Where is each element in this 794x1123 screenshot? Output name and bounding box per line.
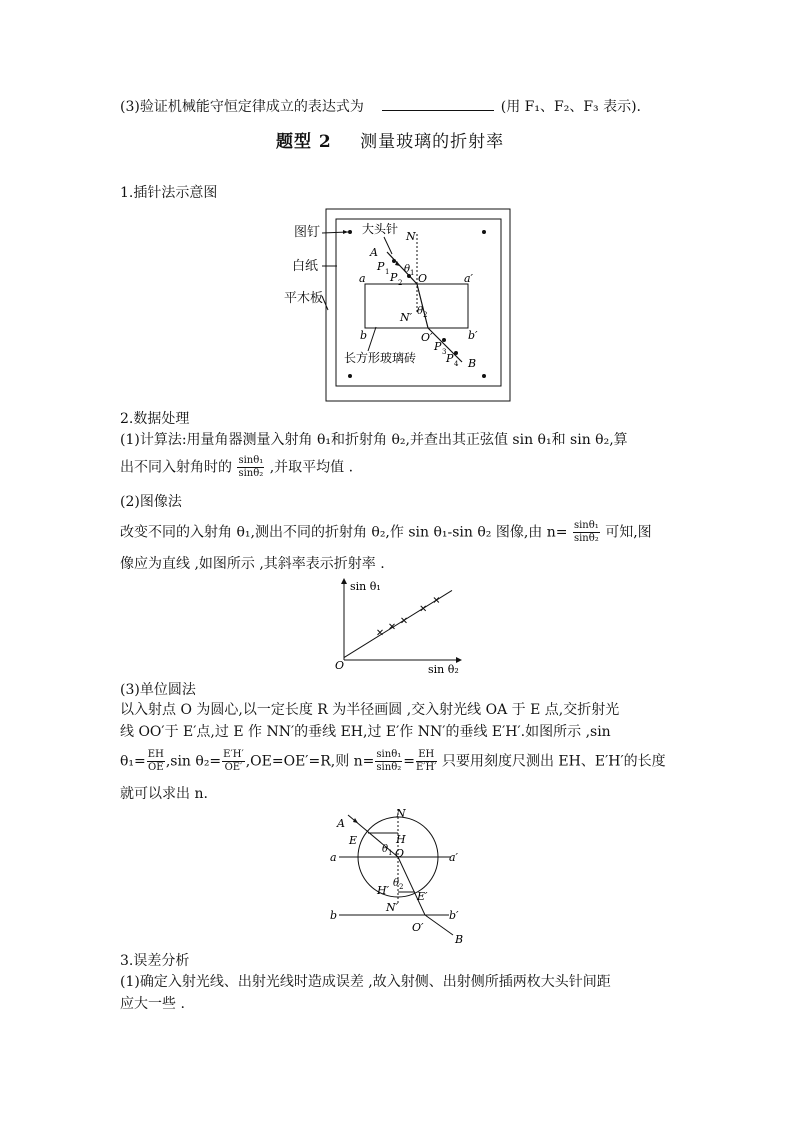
light-path <box>387 252 462 362</box>
text-segment: ,并取平均值 . <box>269 459 354 476</box>
label-b: b <box>360 329 368 342</box>
subsection-title-2: 2.数据处理 <box>120 411 190 427</box>
label-theta1: θ <box>404 264 411 275</box>
origin-label: O <box>335 659 345 672</box>
text-segment: θ₁= <box>120 753 146 770</box>
label-pin: 图钉 <box>294 225 321 240</box>
label-O: O <box>418 272 428 285</box>
unit-circle-title: (3)单位圆法 <box>120 682 196 698</box>
label-a: a <box>330 851 337 864</box>
label-b-prime: b′ <box>449 909 459 922</box>
data-point-4 <box>421 606 426 611</box>
label-a: a <box>359 272 366 285</box>
label-glass: 长方形玻璃砖 <box>344 351 417 365</box>
label-b: b <box>330 909 338 922</box>
label-A: A <box>337 817 345 830</box>
pin-p1 <box>392 259 396 263</box>
frac-den: sinθ₂ <box>238 468 264 479</box>
label-H: H <box>396 833 406 846</box>
frac-den: OE <box>148 762 164 773</box>
label-theta2: θ <box>417 306 424 317</box>
question-text: (3)验证机械能守恒定律成立的表达式为 <box>120 99 364 115</box>
y-axis-label: sin θ₁ <box>350 580 381 593</box>
fraction-n <box>573 520 600 545</box>
label-theta2-sub: 2 <box>423 311 428 319</box>
fraction-eh-oe <box>147 749 165 774</box>
frac-num: sinθ₁ <box>238 455 264 466</box>
text-segment: 改变不同的入射角 θ₁,测出不同的折射角 θ₂,作 sin θ₁-sin θ₂ 图像,由 n= <box>120 524 568 541</box>
label-P1: P <box>377 260 385 273</box>
unit-circle-text-1: 以入射点 O 为圆心,以一定长度 R 为半径画圆 ,交入射光线 OA 于 E 点,交折射光 <box>120 702 620 718</box>
text-segment: ,OE=OE′=R,则 n= <box>245 753 375 770</box>
pin-p3 <box>442 338 446 342</box>
data-point-3 <box>402 618 407 623</box>
label-theta2: θ <box>393 878 400 889</box>
graph-method-text <box>120 520 652 545</box>
sin-graph <box>330 576 470 676</box>
graph-method-title: (2)图像法 <box>120 494 182 510</box>
label-N-prime: N′ <box>386 901 399 914</box>
label-E: E <box>349 834 358 847</box>
label-H-prime: H′ <box>377 884 390 897</box>
label-theta1: θ <box>382 844 389 855</box>
label-A: A <box>370 246 378 259</box>
label-N: N <box>396 807 406 820</box>
calc-method-text: (1)计算法:用量角器测量入射角 θ₁和折射角 θ₂,并查出其正弦值 sin θ₁和 sin θ₂,算 <box>120 432 628 448</box>
side-leaders <box>318 226 388 316</box>
label-a-prime: a′ <box>449 851 459 864</box>
text-segment: 可知,图 <box>605 524 652 541</box>
frac-den: sinθ₂ <box>573 533 599 544</box>
data-point-1 <box>378 630 383 635</box>
frac-num: E′H′ <box>223 749 244 760</box>
label-N: N <box>406 230 416 243</box>
question-suffix: (用 F₁、F₂、F₃ 表示). <box>500 99 642 115</box>
error-text-1: (1)确定入射光线、出射光线时造成误差 ,故入射侧、出射侧所插两枚大头针间距 <box>120 974 611 990</box>
frac-den: E′H′ <box>415 762 437 773</box>
label-B: B <box>455 933 464 946</box>
unit-circle-text-4: 就可以求出 n. <box>120 786 208 802</box>
label-needle: 大头针 <box>362 222 399 236</box>
answer-blank[interactable] <box>382 96 494 111</box>
unit-circle-diagram <box>325 805 475 950</box>
pin-dot-bl <box>348 374 352 378</box>
fraction-sin-n <box>375 749 402 774</box>
text-segment: 只要用刻度尺测出 EH、E′H′的长度 <box>441 753 666 770</box>
label-P3: P <box>434 340 442 353</box>
frac-num: sinθ₁ <box>376 749 402 760</box>
label-P1-sub: 1 <box>385 268 390 276</box>
label-theta2-sub: 2 <box>399 883 404 891</box>
label-N-prime: N′ <box>400 311 413 324</box>
label-O-prime: O′ <box>421 331 433 344</box>
frac-den: sinθ₂ <box>376 762 402 773</box>
section-heading <box>276 127 504 152</box>
label-paper: 白纸 <box>292 259 319 274</box>
frac-num: sinθ₁ <box>573 520 599 531</box>
data-point-5 <box>434 598 439 603</box>
label-board: 平木板 <box>284 291 324 306</box>
label-P4: P <box>446 352 454 365</box>
pin-dot-br <box>482 374 486 378</box>
frac-den: OE′ <box>224 762 243 773</box>
subsection-title-1: 1.插针法示意图 <box>120 185 218 201</box>
subsection-title-3: 3.误差分析 <box>120 953 190 969</box>
label-b-prime: b′ <box>468 329 478 342</box>
text-segment: 出不同入射角时的 <box>120 459 232 476</box>
frac-num: EH <box>416 749 437 762</box>
text-segment: ,sin θ₂= <box>165 753 222 770</box>
unit-circle-formula <box>120 749 666 774</box>
glass-leader <box>368 327 376 351</box>
unit-circle-text-2: 线 OO′于 E′点,过 E 作 NN′的垂线 EH,过 E′作 NN′的垂线 E′H′.如图所示 ,sin <box>120 724 611 740</box>
pin-dot-tr <box>482 230 486 234</box>
label-theta1-sub: 1 <box>388 849 393 857</box>
label-P3-sub: 3 <box>442 348 447 356</box>
label-O-prime: O′ <box>412 921 424 934</box>
label-P2: P <box>390 271 398 284</box>
label-a-prime: a′ <box>464 272 474 285</box>
incident-arrow <box>353 818 358 823</box>
heading-prefix: 题型 2 <box>276 132 332 152</box>
y-axis-arrow <box>341 578 347 584</box>
label-O: O <box>395 847 405 860</box>
label-E-prime: E′ <box>417 890 428 903</box>
text-segment: = <box>403 753 415 770</box>
fraction-ehp-oep <box>222 749 245 774</box>
frac-num: EH <box>147 749 164 760</box>
label-theta1-sub: 1 <box>410 269 415 277</box>
pin-p4 <box>454 351 458 355</box>
question-line <box>120 96 641 118</box>
error-text-2: 应大一些 . <box>120 996 185 1012</box>
label-P2-sub: 2 <box>398 279 403 287</box>
label-P4-sub: 4 <box>454 360 459 368</box>
x-axis-label: sin θ₂ <box>428 663 459 676</box>
fraction-sin-ratio <box>237 455 264 480</box>
label-B: B <box>468 357 477 370</box>
fraction-eh-ehp <box>416 749 437 774</box>
heading-title: 测量玻璃的折射率 <box>360 132 505 152</box>
graph-method-text-2: 像应为直线 ,如图所示 ,其斜率表示折射率 . <box>120 556 385 572</box>
calc-method-text-2 <box>120 455 353 480</box>
